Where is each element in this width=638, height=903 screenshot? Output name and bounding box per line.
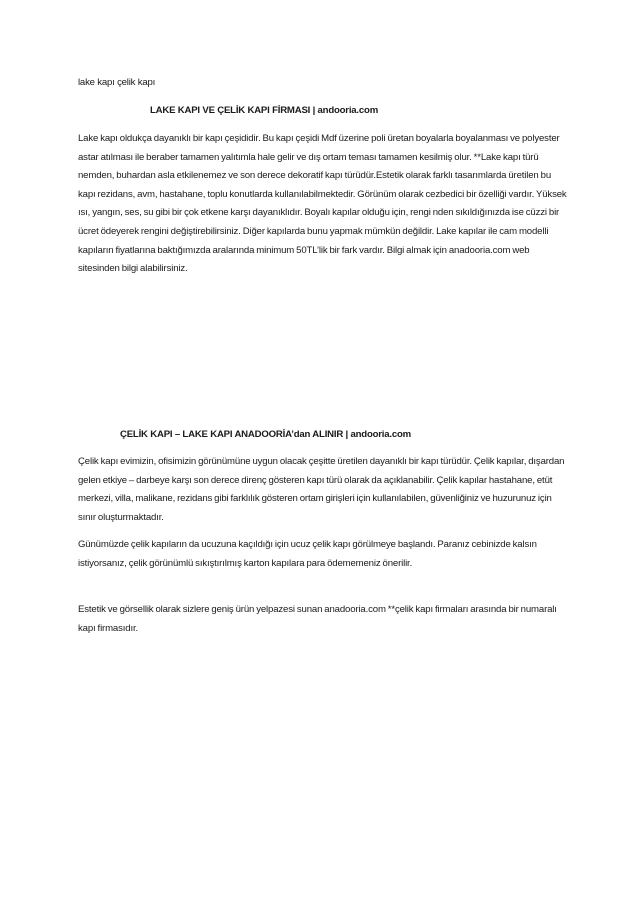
intro-line: lake kapı çelik kapı <box>78 77 156 88</box>
section1-heading: LAKE KAPI VE ÇELİK KAPI FİRMASI | andooria.com <box>150 105 379 116</box>
section2-heading: ÇELİK KAPI – LAKE KAPI ANADOORİA’dan ALINIR | andooria.com <box>120 429 412 440</box>
section1-paragraph: Lake kapı oldukça dayanıklı bir kapı çeşididir. Bu kapı çeşidi Mdf üzerine poli üretan boyalarla boyalanması ve polyester astar atılması ile beraber tamamen yalıtımla hale gelir ve dış ortam teması tamamen kesilmiş olur. **Lake kapı türü nemden, buhardan asla etkilenemez ve son derece dekoratif kapı türüdür.Estetik olarak farklı tasarımlarda üretilen bu kapı rezidans, avm, hastahane, toplu konutlarda kullanılabilmektedir. Görünüm olarak cezbedici bir özelliği vardır. Yüksek ısı, yangın, ses, su gibi bir çok etkene karşı dayanıklıdır. Boyalı kapılar olduğu için, rengi nden sıkıldığınızda ise cüzzi bir ücret ödeyerek rengini değiştirebilirsiniz. Diğer kapılarda bunu yapmak mümkün değildir. Lake kapılar ile cam modelli kapıların fiyatlarına baktığımızda aralarında minimum 50TL’lik bir fark vardır. Bilgi almak için anadooria.com web sitesinden bilgi alabilirsiniz. <box>78 133 567 275</box>
section2-paragraph-3: Estetik ve görsellik olarak sizlere geniş ürün yelpazesi sunan anadooria.com **çelik kapı firmaları arasında bir numaralı kapı firmasıdır. <box>78 604 557 634</box>
section2-paragraph-1: Çelik kapı evimizin, ofisimizin görünümüne uygun olacak çeşitte üretilen dayanıklı bir kapı türüdür. Çelik kapılar, dışardan gelen etkiye – darbeye karşı son derece direnç gösteren kapı türü olarak da açıklanabilir. Çelik kapılar hastahane, etüt merkezi, villa, malikane, rezidans gibi farklılık gösteren ortam girişleri için kullanılabilen, güvenliğiniz ve huzurunuz için sınır oluşturmaktadır. <box>78 456 565 523</box>
section2-paragraph-2: Günümüzde çelik kapıların da ucuzuna kaçıldığı için ucuz çelik kapı görülmeye başlandı. Paranız cebinizde kalsın istiyorsanız, çelik görünümlü sıkıştırılmış karton kapılara para ödememeniz önerilir. <box>78 539 537 569</box>
